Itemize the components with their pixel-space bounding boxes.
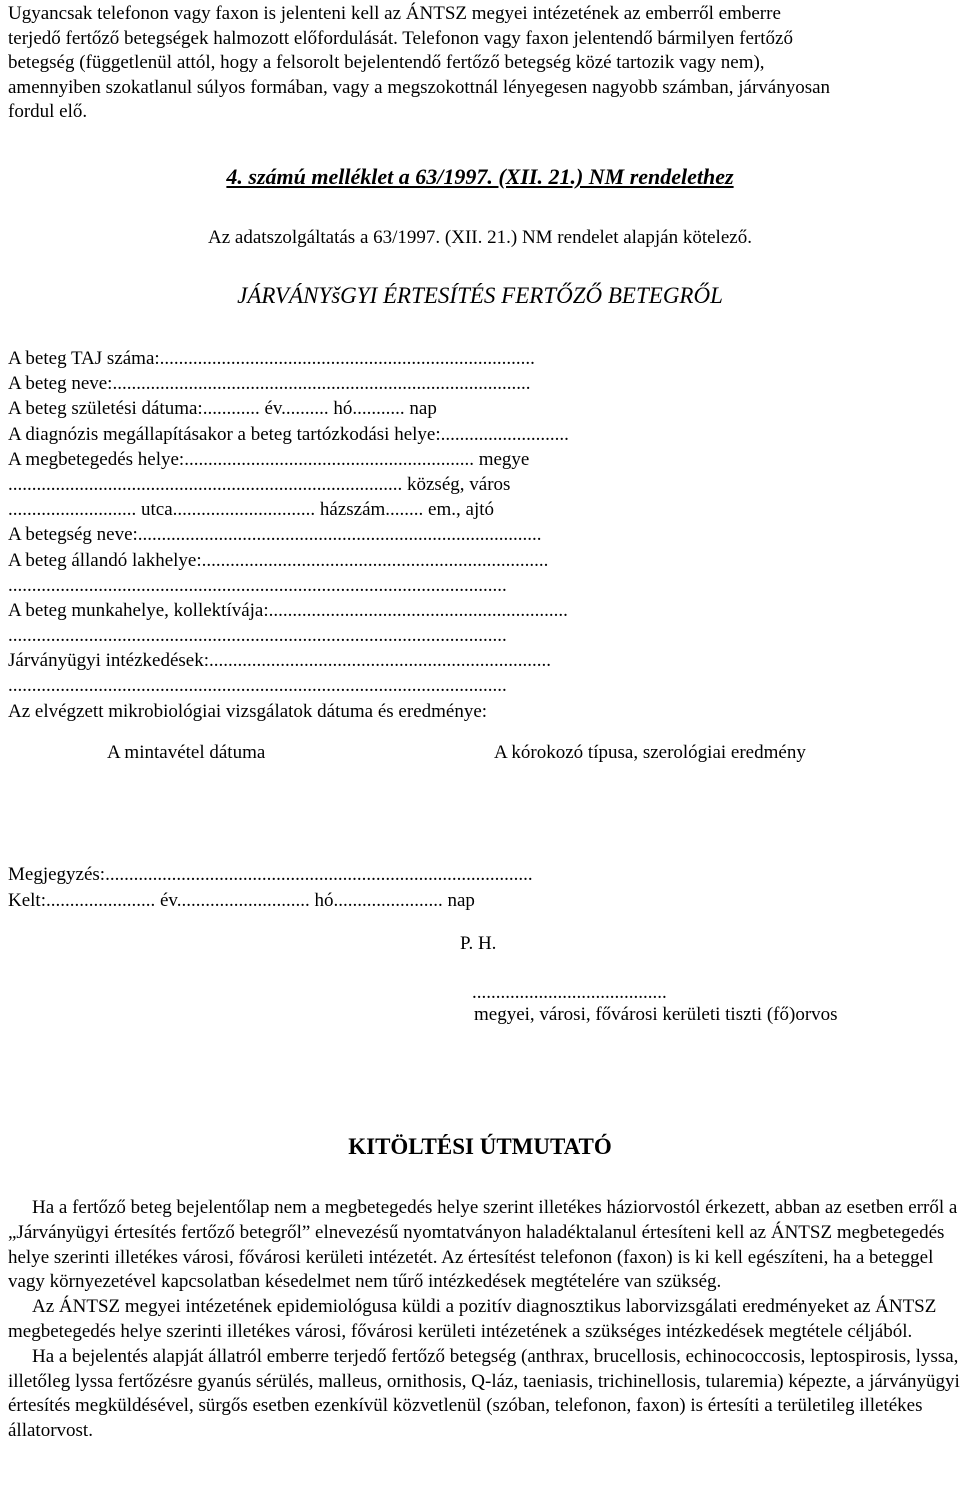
field-illness-town[interactable]: ................................................................................... község, város	[8, 473, 511, 495]
annex-title: 4. számú melléklet a 63/1997. (XII. 21.) NM rendelethez	[226, 164, 734, 189]
intro-line: fordul elő.	[8, 101, 88, 123]
notes-block	[8, 862, 533, 914]
annex-subtitle: Az adatszolgáltatás a 63/1997. (XII. 21.) NM rendelet alapján kötelező.	[208, 227, 752, 248]
field-epidemic-measures[interactable]: Járványügyi intézkedések:........................................................................	[8, 650, 552, 672]
signature-line[interactable]: .........................................	[472, 982, 667, 1003]
guide-title: KITÖLTÉSI ÚTMUTATÓ	[348, 1134, 612, 1159]
intro-paragraph	[8, 2, 953, 125]
intro-line: Ugyancsak telefonon vagy faxon is jelenteni kell az ÁNTSZ megyei intézetének az emberről emberre	[8, 3, 781, 24]
guide-text	[8, 1196, 960, 1444]
guide-paragraph: Ha a bejelentés alapját állatról emberre terjedő fertőző betegség (anthrax, brucellosis, echinococcosis, leptospirosis, lyssa, illetőleg lyssa fertőzésre gyanús sérülés, malleus, ornithosis, Q-láz, taeniasis, trichinellosis, tularemia) képezte, a járványügyi értesítés megküldésével, sürgős esetben ezenkívül közvetlenül (szóban, telefonon, faxon) is értesíti a területileg illetékes állatorvost.	[8, 1345, 960, 1442]
field-dated[interactable]: Kelt:....................... év............................ hó....................... nap	[8, 890, 475, 911]
field-illness-county[interactable]: A megbetegedés helye:............................................................. megye	[8, 448, 530, 470]
intro-line: amennyiben szokatlanul súlyos formában, vagy a megszokottnál lényegesen nagyobb számban, járványosan	[8, 76, 831, 98]
form-fields	[8, 346, 808, 724]
field-permanent-residence-cont[interactable]: .........................................................................................................	[8, 574, 507, 596]
field-patient-name[interactable]: A beteg neve:........................................................................................	[8, 373, 531, 395]
field-diagnosis-location[interactable]: A diagnózis megállapításakor a beteg tartózkodási helye:...........................	[8, 423, 569, 445]
field-workplace-cont[interactable]: .........................................................................................................	[8, 625, 507, 647]
guide-paragraph: Az ÁNTSZ megyei intézetének epidemiológusa küldi a pozitív diagnosztikus laborvizsgálati eredményeket az ÁNTSZ megbetegedés helye szerinti illetékes városi, fővárosi kerületi intézetének a szükséges intézkedések megtétele céljából.	[8, 1296, 937, 1342]
intro-line: betegség (függetlenül attól, hogy a felsorolt bejelentendő fertőző betegség közé tartozik vagy nem),	[8, 52, 765, 74]
guide-paragraph: Ha a fertőző beteg bejelentőlap nem a megbetegedés helye szerint illetékes háziorvostól érkezett, abban az esetben erről a „Járványügyi értesítés fertőző betegről” elnevezésű nyomtatványon haladéktalanul értesíteni kell az ÁNTSZ megbetegedés helye szerinti illetékes városi, fővárosi kerületi intézetét. Az értesítést telefonon (faxon) is ki kell egészíteni, ha a beteggel vagy környezetével kapcsolatban késedelmet nem tűrő intézkedések megtételére van szükség.	[8, 1197, 958, 1293]
stamp-placeholder: P. H.	[460, 933, 497, 954]
field-birth-date[interactable]: A beteg születési dátuma:............ év.......... hó........... nap	[8, 398, 437, 420]
signature-role: megyei, városi, fővárosi kerületi tiszti (fő)orvos	[474, 1004, 838, 1025]
pathogen-column-header: A kórokozó típusa, szerológiai eredmény	[494, 742, 806, 763]
field-workplace[interactable]: A beteg munkahelye, kollektívája:...............................................................	[8, 599, 568, 621]
field-epidemic-measures-cont[interactable]: .........................................................................................................	[8, 675, 507, 697]
intro-line: terjedő fertőző betegségek halmozott előfordulását. Telefonon vagy faxon jelentendő bármilyen fertőző	[8, 27, 793, 49]
field-disease-name[interactable]: A betegség neve:.....................................................................................	[8, 524, 542, 546]
field-illness-address[interactable]: ........................... utca.............................. házszám........ em., ajtó	[8, 499, 495, 521]
form-title: JÁRVÁNYšGYI ÉRTESÍTÉS FERTŐZŐ BETEGRŐL	[237, 283, 723, 308]
field-permanent-residence[interactable]: A beteg állandó lakhelye:.........................................................................	[8, 549, 549, 571]
field-remark[interactable]: Megjegyzés:..........................................................................................	[8, 864, 533, 885]
field-taj-number[interactable]: A beteg TAJ száma:...............................................................................	[8, 348, 535, 369]
sample-date-column-header: A mintavétel dátuma	[107, 742, 266, 763]
microbiology-heading: Az elvégzett mikrobiológiai vizsgálatok dátuma és eredménye:	[8, 700, 488, 722]
